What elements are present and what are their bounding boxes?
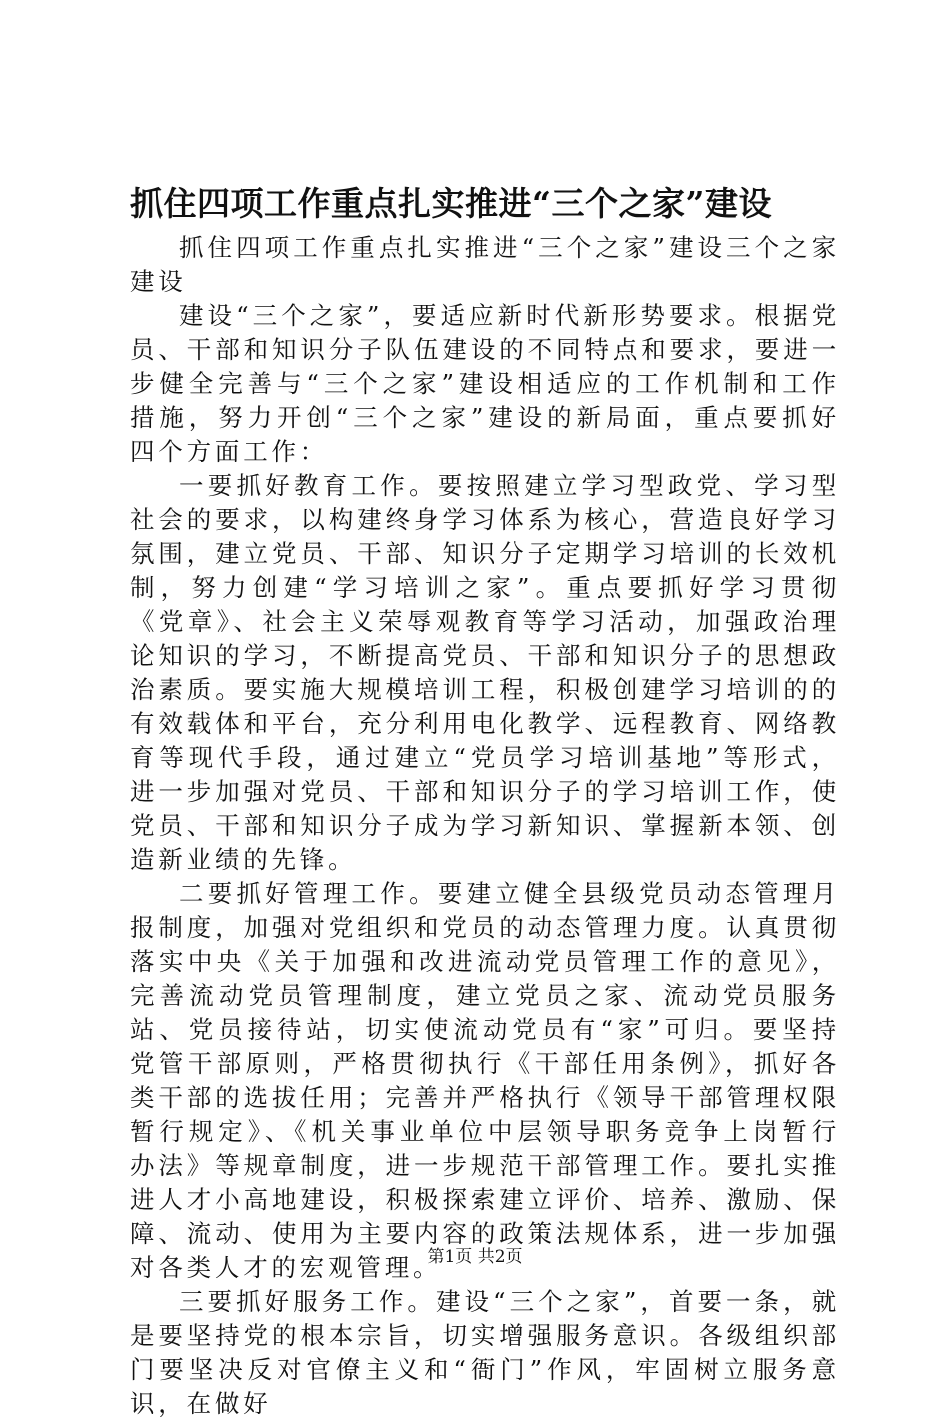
paragraph-management: 二要抓好管理工作。要建立健全县级党员动态管理月报制度，加强对党组织和党员的动态管理力度。认真贯彻落实中央《关于加强和改进流动党员管理工作的意见》，完善流动党员管理制度，建立党员之家、流动党员服务站、党员接待站，切实使流动党员有“家”可归。要坚持党管干部原则，严格贯彻执行《干部任用条例》，抓好各类干部的选拔任用；完善并严格执行《领导干部管理权限暂行规定》、《机关事业单位中层领导职务竞争上岗暂行办法》等规章制度，进一步规范干部管理工作。要扎实推进人才小高地建设，积极探索建立评价、培养、激励、保障、流动、使用为主要内容的政策法规体系，进一步加强对各类人才的宏观管理。 (130, 879, 840, 1282)
paragraph-intro: 建设“三个之家”，要适应新时代新形势要求。根据党员、干部和知识分子队伍建设的不同特点和要求，要进一步健全完善与“三个之家”建设相适应的工作机制和工作措施，努力开创“三个之家”建设的新局面，重点要抓好四个方面工作： (130, 301, 840, 466)
page-number-footer: 第1页 共2页 (427, 1247, 523, 1267)
paragraph-subtitle: 抓住四项工作重点扎实推进“三个之家”建设三个之家建设 (130, 233, 840, 296)
paragraph-education: 一要抓好教育工作。要按照建立学习型政党、学习型社会的要求，以构建终身学习体系为核心，营造良好学习氛围，建立党员、干部、知识分子定期学习培训的长效机制，努力创建“学习培训之家”。重点要抓好学习贯彻《党章》、社会主义荣辱观教育等学习活动，加强政治理论知识的学习，不断提高党员、干部和知识分子的思想政治素质。要实施大规模培训工程，积极创建学习培训的的有效载体和平台，充分利用电化教学、远程教育、网络教育等现代手段，通过建立“党员学习培训基地”等形式，进一步加强对党员、干部和知识分子的学习培训工作，使党员、干部和知识分子成为学习新知识、掌握新本领、创造新业绩的先锋。 (130, 471, 840, 874)
paragraph-service: 三要抓好服务工作。建设“三个之家”，首要一条，就是要坚持党的根本宗旨，切实增强服务意识。各级组织部门要坚决反对官僚主义和“衙门”作风，牢固树立服务意识，在做好 (130, 1287, 840, 1418)
document-body (130, 231, 840, 1421)
document-title: 抓住四项工作重点扎实推进“三个之家”建设 (130, 184, 772, 223)
